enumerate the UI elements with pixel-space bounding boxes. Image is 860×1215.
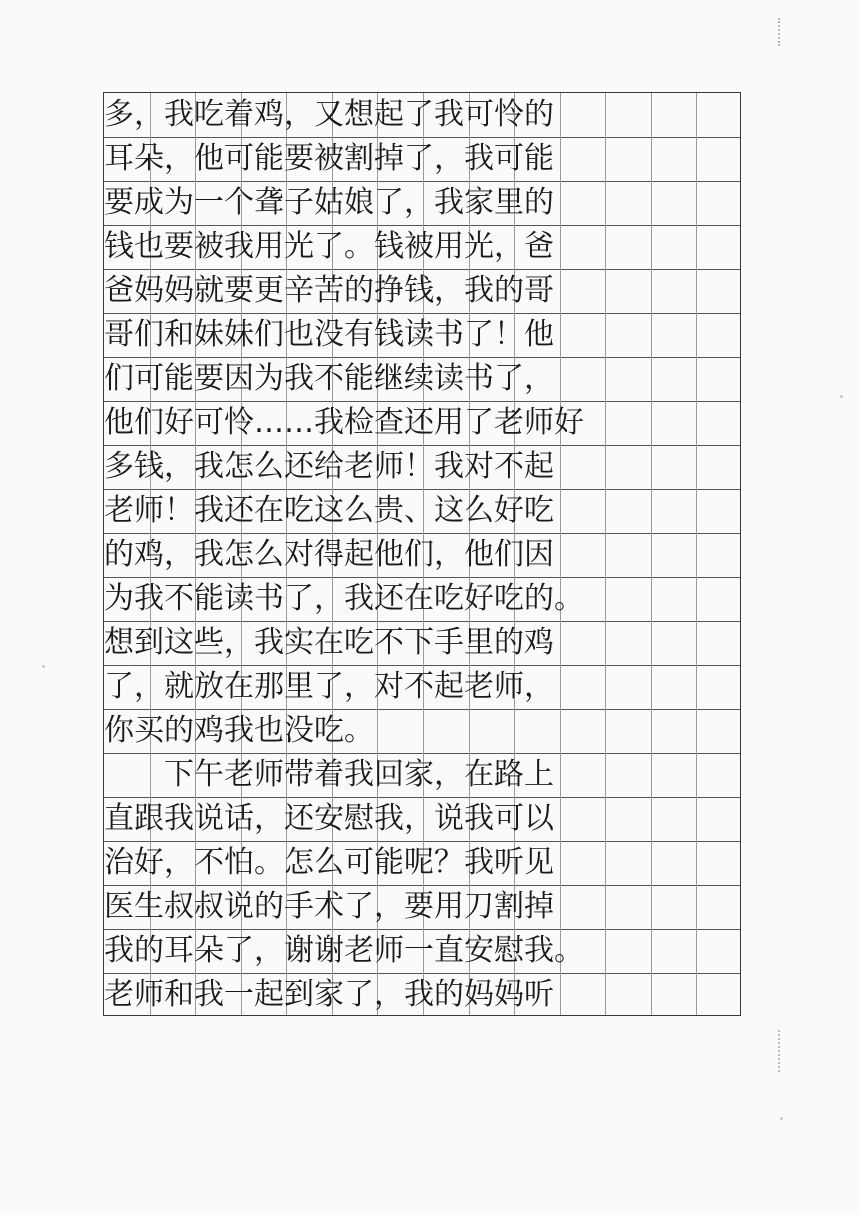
text-line: 钱也要被我用光了。钱被用光，爸	[104, 229, 554, 264]
text-line: 我的耳朵了，谢谢老师一直安慰我。	[104, 933, 584, 968]
text-line: 他们好可怜……我检查还用了老师好	[104, 405, 584, 440]
scan-edge-marks-bottom	[778, 1030, 782, 1072]
text-line: 们可能要因为我不能继续读书了，	[104, 361, 554, 396]
text-line: 老师和我一起到家了，我的妈妈听	[104, 977, 554, 1012]
text-line: 老师！我还在吃这么贵、这么好吃	[104, 493, 554, 528]
text-line: 为我不能读书了，我还在吃好吃的。	[104, 581, 584, 616]
text-line: 下午老师带着我回家，在路上	[104, 757, 554, 792]
text-line: 医生叔叔说的手术了，要用刀割掉	[104, 889, 554, 924]
writing-grid	[103, 92, 741, 1016]
scan-speck	[840, 395, 843, 398]
text-line: 治好，不怕。怎么可能呢？我听见	[104, 845, 554, 880]
text-line: 直跟我说话，还安慰我，说我可以	[104, 801, 554, 836]
scan-speck	[780, 1117, 783, 1120]
text-line: 要成为一个聋子姑娘了，我家里的	[104, 185, 554, 220]
text-line: 爸妈妈就要更辛苦的挣钱，我的哥	[104, 273, 554, 308]
text-line: 你买的鸡我也没吃。	[104, 713, 374, 748]
scan-speck	[42, 665, 45, 668]
text-line: 想到这些，我实在吃不下手里的鸡	[104, 625, 554, 660]
text-line: 多钱，我怎么还给老师！我对不起	[104, 449, 554, 484]
text-line: 的鸡，我怎么对得起他们，他们因	[104, 537, 554, 572]
text-line: 哥们和妹妹们也没有钱读书了！他	[104, 317, 554, 352]
text-line: 耳朵，他可能要被割掉了，我可能	[104, 141, 554, 176]
scan-edge-marks-top	[778, 18, 782, 46]
text-line: 多，我吃着鸡，又想起了我可怜的	[104, 97, 554, 132]
text-line: 了，就放在那里了，对不起老师，	[104, 669, 554, 704]
